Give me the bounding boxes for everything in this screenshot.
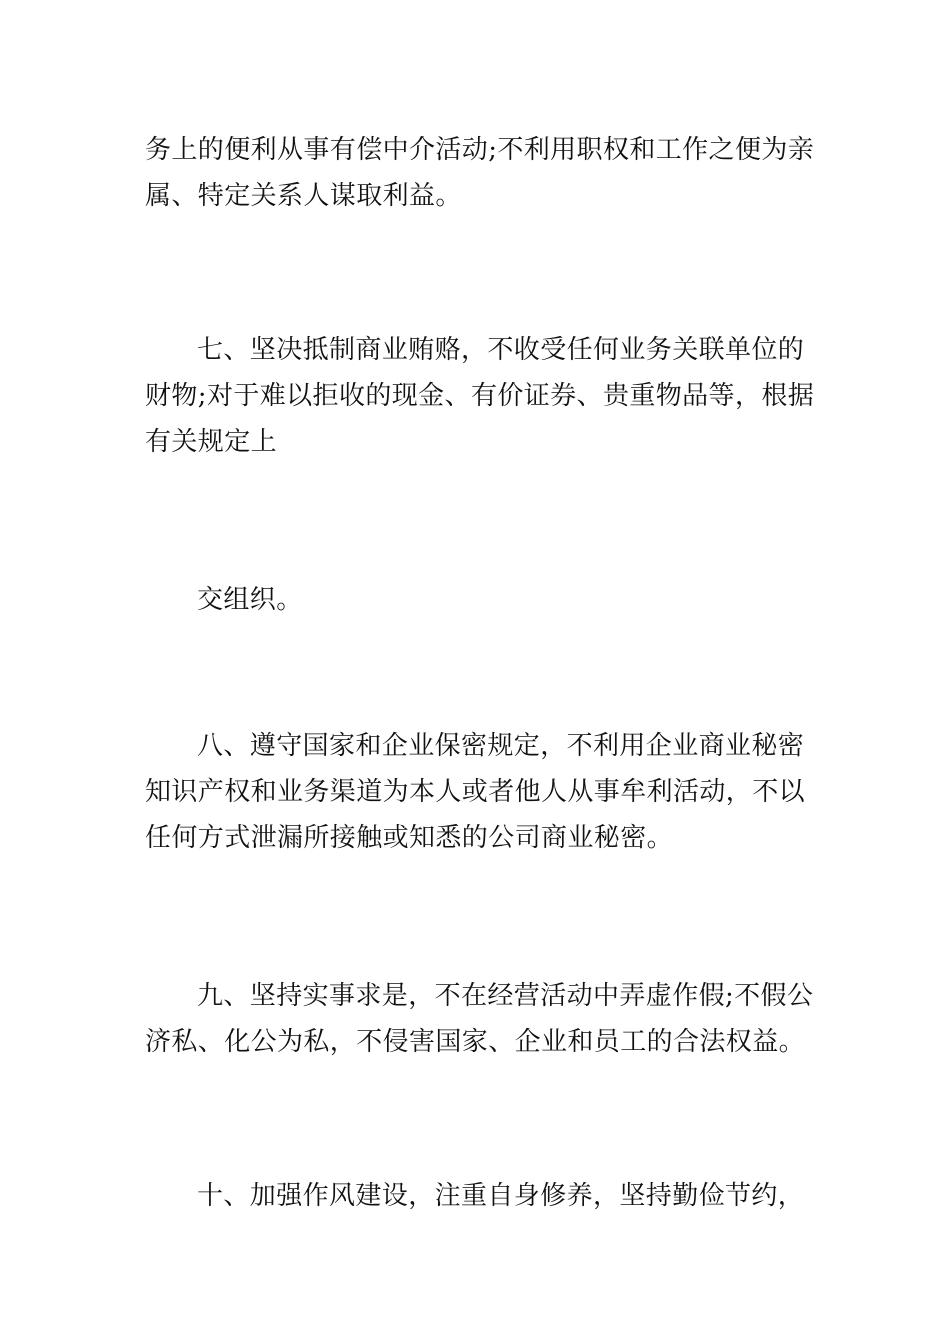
text-line: 有关规定上 [145, 427, 278, 457]
paragraph-continuation [145, 127, 815, 219]
text-line: 属、特定关系人谋取利益。 [145, 181, 462, 211]
text-line: 九、坚持实事求是，不在经营活动中弄虚作假;不假公 [197, 981, 814, 1011]
paragraph-item-8 [145, 723, 810, 861]
text-line: 济私、化公为私，不侵害国家、企业和员工的合法权益。 [145, 1027, 806, 1057]
paragraph-item-10 [145, 1173, 810, 1219]
text-line: 知识产权和业务渠道为本人或者他人从事牟利活动，不以 [145, 777, 806, 807]
text-line: 交组织。 [197, 585, 303, 615]
text-line: 八、遵守国家和企业保密规定，不利用企业商业秘密 [197, 731, 805, 761]
paragraph-item-7-continued [145, 577, 810, 623]
text-line: 财物;对于难以拒收的现金、有价证券、贵重物品等，根据 [145, 381, 815, 411]
paragraph-item-7 [145, 327, 815, 465]
paragraph-item-9 [145, 973, 814, 1065]
text-line: 十、加强作风建设，注重自身修养，坚持勤俭节约， [197, 1181, 805, 1211]
text-line: 七、坚决抵制商业贿赂，不收受任何业务关联单位的 [197, 335, 805, 365]
text-line: 任何方式泄漏所接触或知悉的公司商业秘密。 [145, 823, 674, 853]
text-line: 务上的便利从事有偿中介活动;不利用职权和工作之便为亲 [145, 135, 815, 165]
